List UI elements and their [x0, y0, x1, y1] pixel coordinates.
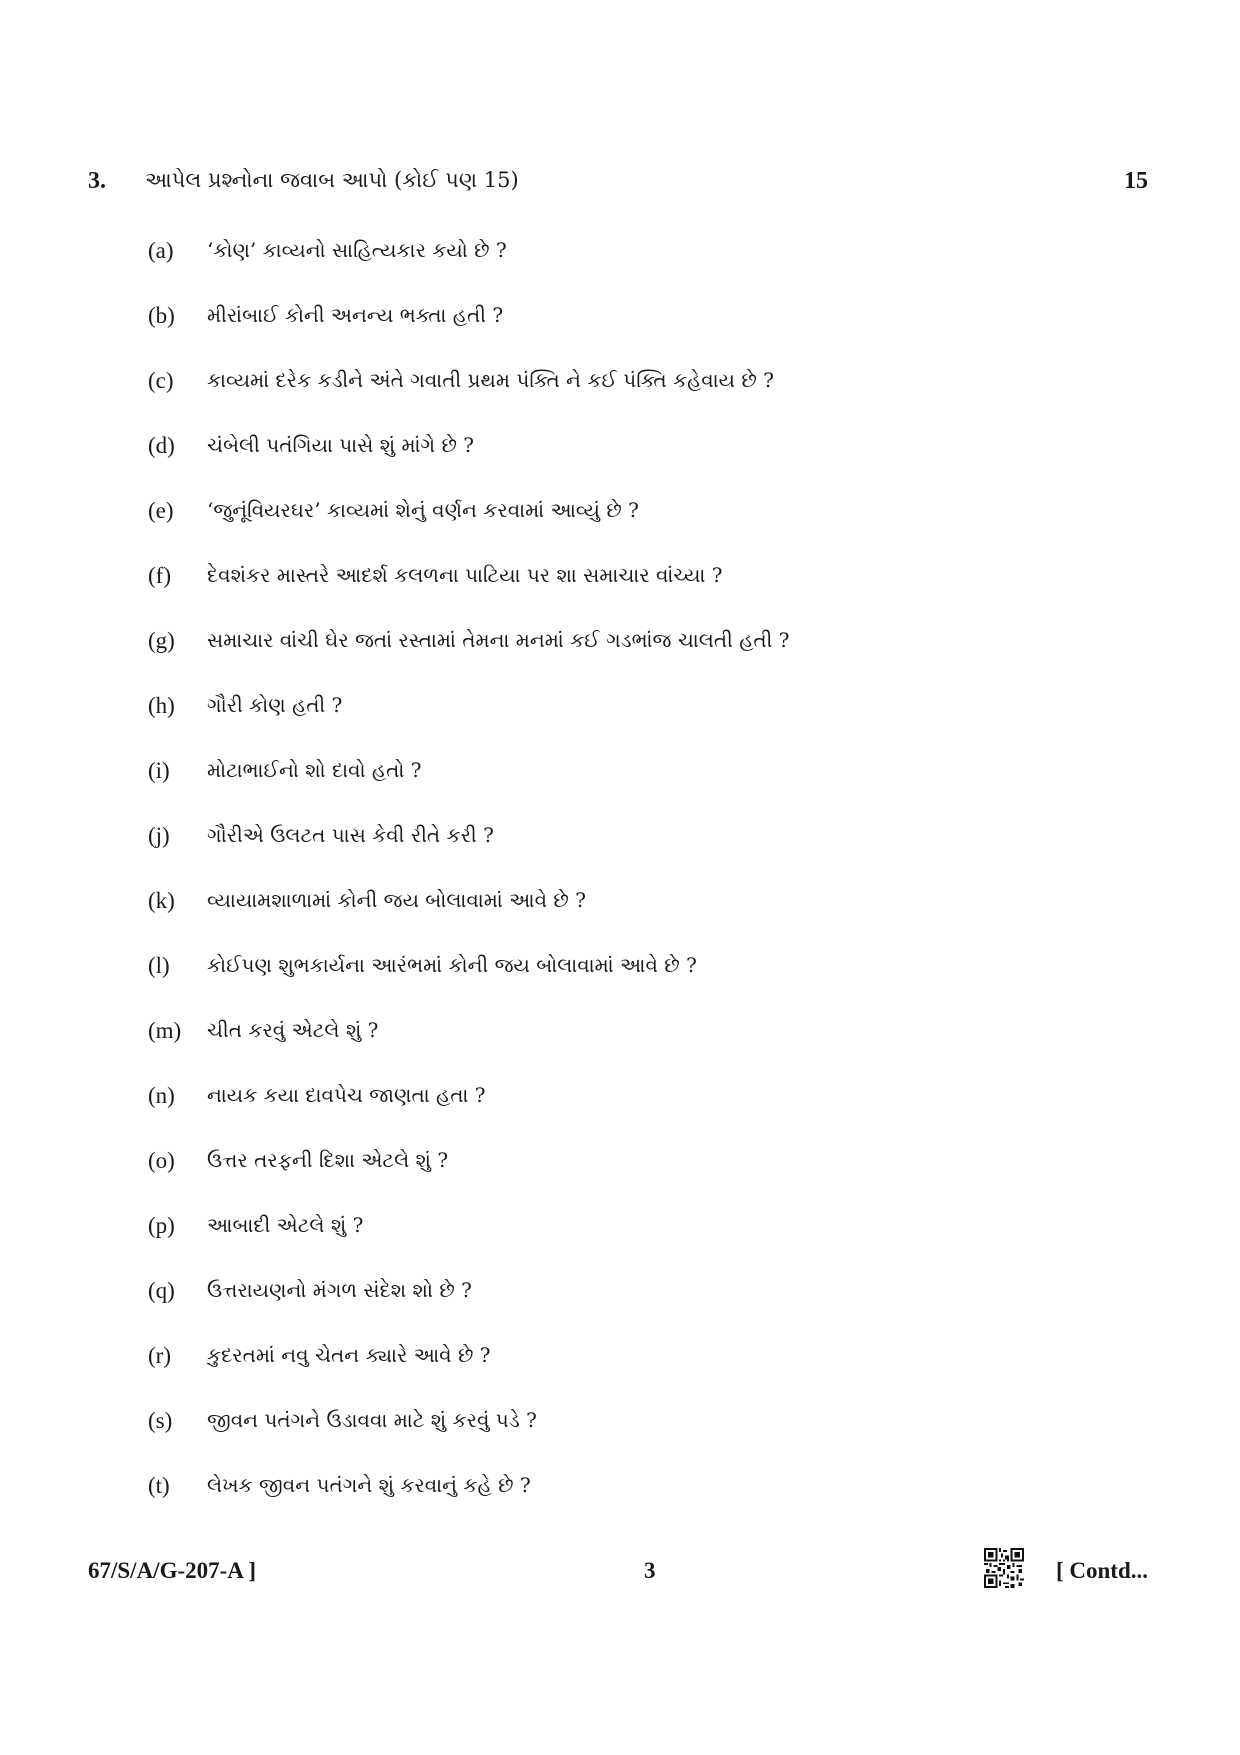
item-text: દેવશંકર માસ્તરે આદર્શ કલળના પાટિયા પર શા સમાચાર વાંચ્યા ? — [207, 563, 723, 587]
list-item — [0, 884, 1240, 949]
continued-label: [ Contd... — [1055, 1558, 1148, 1583]
item-text: ગૌરીએ ઉલટત પાસ કેવી રીતે કરી ? — [207, 823, 494, 847]
item-label: (q) — [148, 1278, 175, 1303]
item-text: ગૌરી કોણ હતી ? — [207, 693, 343, 717]
list-item — [0, 624, 1240, 689]
item-text: કોઈપણ શુભકાર્યના આરંભમાં કોની જય બોલાવામાં આવે છે ? — [207, 953, 697, 977]
list-item — [0, 754, 1240, 819]
question-marks: 15 — [1124, 168, 1148, 194]
item-label: (a) — [148, 238, 174, 263]
item-label: (c) — [148, 368, 174, 393]
list-item — [0, 494, 1240, 559]
item-label: (m) — [148, 1018, 182, 1043]
item-label: (t) — [148, 1473, 170, 1498]
list-item — [0, 689, 1240, 754]
page-number: 3 — [644, 1558, 656, 1583]
item-text: લેખક જીવન પતંગને શું કરવાનું કહે છે ? — [207, 1473, 531, 1497]
item-label: (f) — [148, 563, 171, 588]
list-item — [0, 1469, 1240, 1534]
item-text: ઉત્તર તરફની દિશા એટલે શું ? — [207, 1148, 449, 1172]
qr-code-icon — [984, 1548, 1024, 1588]
paper-code: 67/S/A/G-207-A ] — [88, 1558, 257, 1583]
item-text: કાવ્યમાં દરેક કડીને અંતે ગવાતી પ્રથમ પંક્તિ ને કઈ પંક્તિ કહેવાય છે ? — [207, 368, 774, 392]
item-text: કુદરતમાં નવુ ચેતન ક્યારે આવે છે ? — [207, 1343, 491, 1367]
item-text: ‘જુનૂંવિયરઘર’ કાવ્યમાં શેનું વર્ણન કરવામાં આવ્યું છે ? — [207, 498, 639, 522]
list-item — [0, 1404, 1240, 1469]
item-text: મોટાભાઈનો શો દાવો હતો ? — [207, 758, 422, 782]
item-text: ઉત્તરાયણનો મંગળ સંદેશ શો છે ? — [207, 1278, 472, 1302]
item-label: (j) — [148, 823, 170, 848]
item-label: (n) — [148, 1083, 175, 1108]
list-item — [0, 1079, 1240, 1144]
item-text: વ્યાયામશાળામાં કોની જય બોલાવામાં આવે છે ? — [207, 888, 586, 912]
item-text: ચીત કરવું એટલે શું ? — [207, 1018, 379, 1042]
question-header — [0, 168, 1240, 208]
item-label: (p) — [148, 1213, 175, 1238]
list-item — [0, 364, 1240, 429]
item-label: (r) — [148, 1343, 171, 1368]
item-label: (i) — [148, 758, 170, 783]
list-item — [0, 1014, 1240, 1079]
item-label: (h) — [148, 693, 175, 718]
item-label: (g) — [148, 628, 175, 653]
item-text: મીરાંબાઈ કોની અનન્ય ભક્તા હતી ? — [207, 303, 504, 327]
list-item — [0, 1274, 1240, 1339]
list-item — [0, 559, 1240, 624]
item-text: નાયક કયા દાવપેચ જાણતા હતા ? — [207, 1083, 486, 1107]
item-label: (o) — [148, 1148, 175, 1173]
list-item — [0, 1209, 1240, 1274]
list-item — [0, 299, 1240, 364]
question-number: 3. — [88, 168, 106, 194]
item-label: (l) — [148, 953, 170, 978]
list-item — [0, 1144, 1240, 1209]
item-text: સમાચાર વાંચી ઘેર જતાં રસ્તામાં તેમના મનમાં કઈ ગડભાંજ ચાલતી હતી ? — [207, 628, 790, 652]
item-text: ચંબેલી પતંગિયા પાસે શું માંગે છે ? — [207, 433, 474, 457]
item-text: આબાદી એટલે શું ? — [207, 1213, 364, 1237]
item-label: (b) — [148, 303, 175, 328]
item-label: (k) — [148, 888, 175, 913]
question-list — [0, 234, 1240, 1534]
item-label: (e) — [148, 498, 174, 523]
page-footer — [0, 1558, 1240, 1598]
list-item — [0, 1339, 1240, 1404]
list-item — [0, 819, 1240, 884]
question-instruction: આપેલ પ્રશ્નોના જવાબ આપો (કોઈ પણ 15) — [145, 168, 519, 192]
item-label: (d) — [148, 433, 175, 458]
item-text: જીવન પતંગને ઉડાવવા માટે શું કરવું પડે ? — [207, 1408, 537, 1432]
list-item — [0, 949, 1240, 1014]
item-label: (s) — [148, 1408, 173, 1433]
list-item — [0, 234, 1240, 299]
list-item — [0, 429, 1240, 494]
item-text: ‘કોણ’ કાવ્યનો સાહિત્યકાર કયો છે ? — [207, 238, 507, 262]
